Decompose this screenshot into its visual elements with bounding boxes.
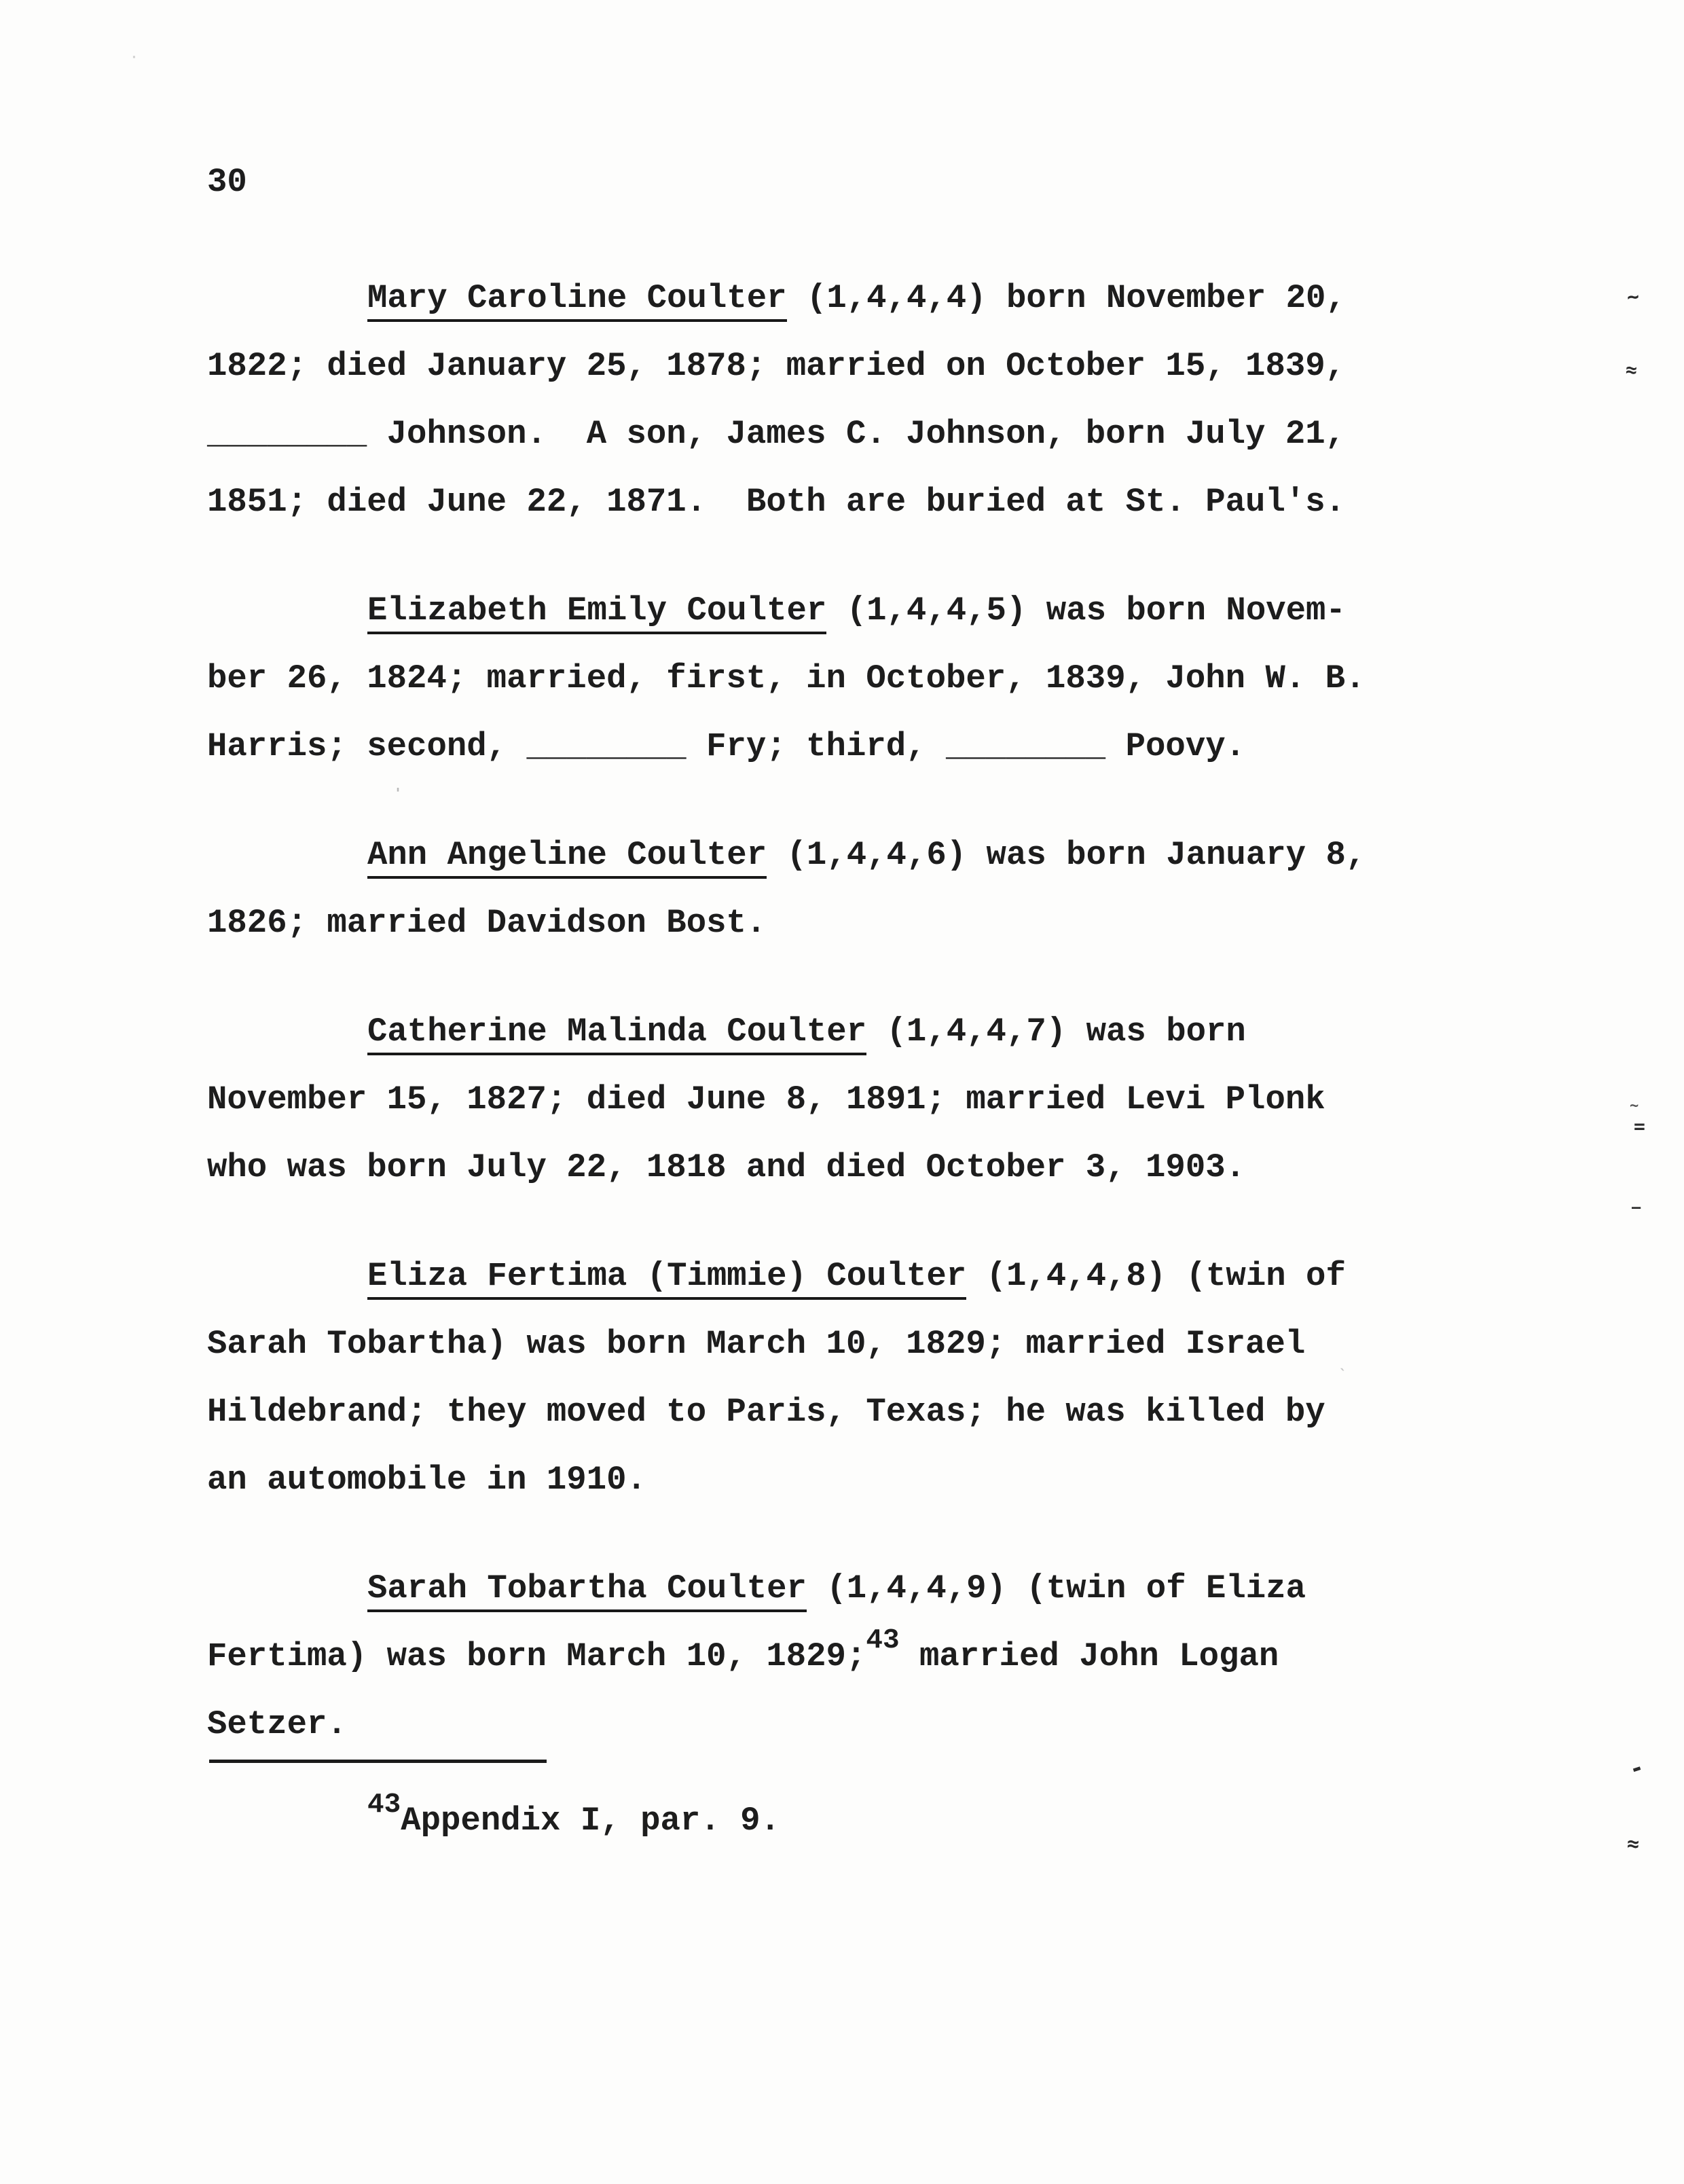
text-line: [207, 998, 1325, 1066]
margin-pen-mark: —: [1632, 1199, 1641, 1216]
page-number: 30: [207, 163, 247, 201]
paragraph-eliza-fertima-coulter: [207, 1242, 1346, 1514]
text-line: [207, 264, 1346, 332]
text-line: [207, 712, 1365, 780]
text-line: [207, 1242, 1346, 1310]
line-text: Hildebrand; they moved to Paris, Texas; he was killed by: [207, 1393, 1325, 1431]
text-line: [207, 1622, 1306, 1690]
margin-pen-mark: ≈: [1626, 1832, 1640, 1857]
margin-pen-mark: =: [1634, 1115, 1645, 1138]
scan-speck: ·: [130, 50, 138, 65]
line-text: ________ Johnson. A son, James C. Johnson, born July 21,: [207, 415, 1346, 453]
text-line: [207, 1446, 1346, 1514]
line-text: (1,4,4,9) (twin of Eliza: [806, 1569, 1306, 1607]
margin-pen-mark: -: [1626, 1753, 1648, 1784]
footnote-marker: 43: [367, 1789, 401, 1821]
text-line: [207, 1378, 1346, 1446]
text-line: [207, 1066, 1325, 1133]
paragraph-ann-angeline-coulter: [207, 821, 1366, 957]
margin-pen-mark: ~: [1626, 285, 1641, 310]
footnote-text: Appendix I, par. 9.: [401, 1802, 780, 1840]
margin-pen-mark: ≈: [1624, 358, 1638, 382]
underlined-name: Elizabeth Emily Coulter: [367, 592, 826, 634]
text-line: [207, 889, 1366, 957]
text-line: [207, 1554, 1306, 1622]
text-line: [207, 821, 1366, 889]
line-text: Fertima) was born March 10, 1829;: [207, 1637, 866, 1675]
paragraph-sarah-tobartha-coulter: [207, 1554, 1306, 1758]
line-text: 1851; died June 22, 1871. Both are buried at St. Paul's.: [207, 483, 1346, 521]
paragraph-catherine-malinda-coulter: [207, 998, 1325, 1201]
underlined-name: Ann Angeline Coulter: [367, 836, 767, 879]
text-line: [207, 1310, 1346, 1378]
line-text: ber 26, 1824; married, first, in October, 1839, John W. B.: [207, 659, 1366, 697]
line-text: 1822; died January 25, 1878; married on October 15, 1839,: [207, 347, 1346, 385]
underlined-name: Eliza Fertima (Timmie) Coulter: [367, 1257, 966, 1300]
text-line: [207, 644, 1365, 712]
footnote: [207, 1787, 780, 1855]
footnote-line: [207, 1787, 780, 1855]
line-text: (1,4,4,6) was born January 8,: [767, 836, 1366, 874]
line-text: Sarah Tobartha) was born March 10, 1829; married Israel: [207, 1325, 1306, 1363]
line-text: who was born July 22, 1818 and died October 3, 1903.: [207, 1148, 1246, 1186]
line-text: 1826; married Davidson Bost.: [207, 904, 767, 942]
line-text: married John Logan: [899, 1637, 1279, 1675]
line-text: an automobile in 1910.: [207, 1461, 646, 1499]
paragraph-mary-caroline-coulter: [207, 264, 1346, 536]
text-line: [207, 332, 1346, 400]
scan-speck: `: [1339, 1366, 1348, 1383]
line-text: November 15, 1827; died June 8, 1891; married Levi Plonk: [207, 1080, 1325, 1118]
line-text: (1,4,4,7) was born: [866, 1013, 1246, 1051]
margin-pen-mark: ~: [1630, 1097, 1639, 1114]
text-line: [207, 1133, 1325, 1201]
scan-speck: ': [394, 785, 403, 801]
line-text: Setzer.: [207, 1705, 347, 1743]
footnote-separator-rule: [209, 1760, 547, 1763]
text-line: [207, 577, 1365, 644]
text-line: [207, 1690, 1306, 1758]
underlined-name: Mary Caroline Coulter: [367, 279, 787, 322]
line-text: Harris; second, ________ Fry; third, ________ Poovy.: [207, 727, 1246, 765]
underlined-name: Sarah Tobartha Coulter: [367, 1569, 807, 1612]
underlined-name: Catherine Malinda Coulter: [367, 1013, 866, 1055]
text-line: [207, 400, 1346, 468]
text-line: [207, 468, 1346, 536]
line-text: (1,4,4,8) (twin of: [966, 1257, 1346, 1295]
line-text: (1,4,4,4) born November 20,: [786, 279, 1346, 317]
paragraph-elizabeth-emily-coulter: [207, 577, 1365, 780]
footnote-reference: 43: [866, 1625, 900, 1656]
line-text: (1,4,4,5) was born Novem-: [826, 592, 1346, 630]
